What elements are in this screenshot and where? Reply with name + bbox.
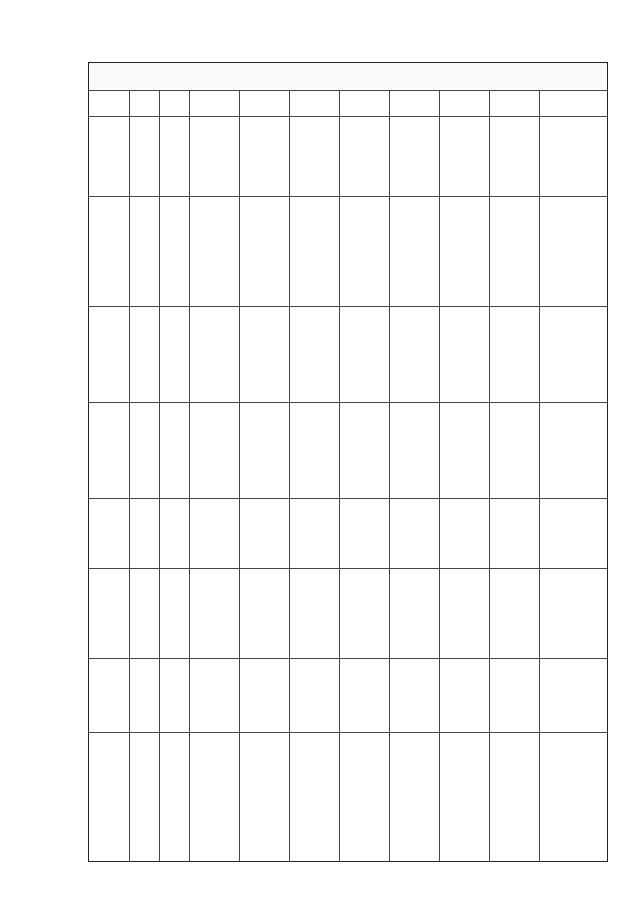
table-header-row	[89, 63, 607, 91]
years-row	[89, 91, 607, 117]
table-row	[89, 197, 607, 307]
table-row	[89, 569, 607, 659]
table-row	[89, 659, 607, 733]
page-number	[57, 445, 87, 465]
program-table	[88, 62, 608, 862]
table-row	[89, 733, 607, 863]
table-row	[89, 307, 607, 403]
table-row	[89, 117, 607, 197]
table-row	[89, 403, 607, 499]
table-row	[89, 499, 607, 569]
